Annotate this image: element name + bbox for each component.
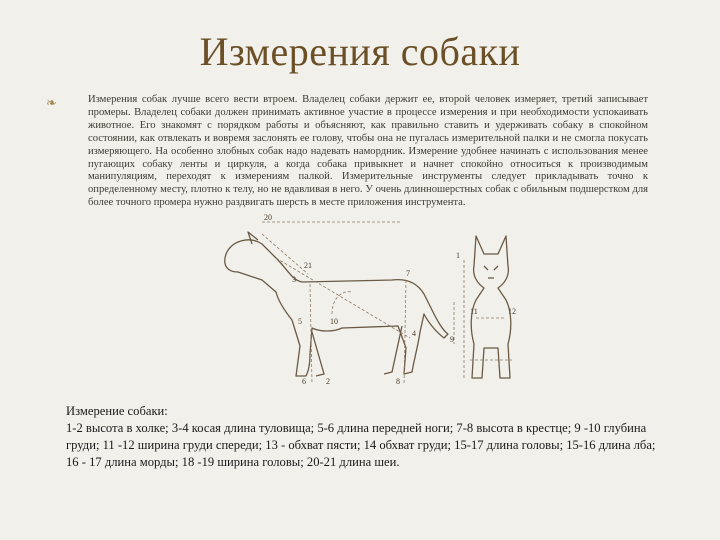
dog-measurement-drawing <box>192 214 532 388</box>
caption-text: 1-2 высота в холке; 3-4 косая длина туловища; 5-6 длина передней ноги; 7-8 высота в крестце; 9 -10 глубина груди; 11 -12 ширина груди спереди; 13 - обхват пясти; 14 обхват груди; 15-17 длина головы; 15-16 длина лба; 16 - 17 длина морды; 18 -19 ширина головы; 20-21 длина шеи. <box>66 421 656 469</box>
figure-label: 7 <box>406 269 410 278</box>
figure-label: 2 <box>326 377 330 386</box>
figure-label: 6 <box>302 377 306 386</box>
figure-label: 10 <box>330 317 338 326</box>
dog-measurement-figure <box>192 214 532 388</box>
caption-title: Измерение собаки: <box>66 404 168 418</box>
figure-label: 4 <box>412 329 416 338</box>
figure-label: 1 <box>456 251 460 260</box>
figure-label: 9 <box>450 335 454 344</box>
figure-caption <box>66 403 666 471</box>
figure-label: 3 <box>292 275 296 284</box>
flourish-bullet-icon: ❧ <box>46 95 57 110</box>
body-paragraph: Измерения собак лучше всего вести втроем. Владелец собаки держит ее, второй человек измеряет, третий записывает промеры. Владелец собаки должен принимать активное участие в процессе измерения и при необходимости успокаивать животное. Его знакомят с порядком работы и объясняют, как правильно ставить и удерживать собаку в спокойном состоянии, как отвлекать и вовремя заслонять ее голову, чтобы она не пугалась измерительной палки и не смогла покусать измеряющего. На особенно злобных собак надо надевать намордник. Измерение удобнее начинать с использования менее пугающих собаку ленты и циркуля, а когда собака привыкнет и начнет спокойно относиться к производимым манипуляциям, переходят к измерениям палкой. Измерительные инструменты следует прикладывать точно к определенному месту, плотно к телу, но не вдавливая в него. У очень длинношерстных собак с обильным подшерстком для более точного промера нужно раздвигать шерсть в месте приложения инструмента. <box>88 94 648 209</box>
figure-label: 20 <box>264 214 272 222</box>
figure-label: 12 <box>508 307 516 316</box>
figure-label: 21 <box>304 261 312 270</box>
slide-title: Измерения собаки <box>199 29 521 74</box>
figure-label: 5 <box>298 317 302 326</box>
side-view-dog-outline <box>225 240 448 376</box>
figure-label: 11 <box>470 307 478 316</box>
figure-label: 8 <box>396 377 400 386</box>
